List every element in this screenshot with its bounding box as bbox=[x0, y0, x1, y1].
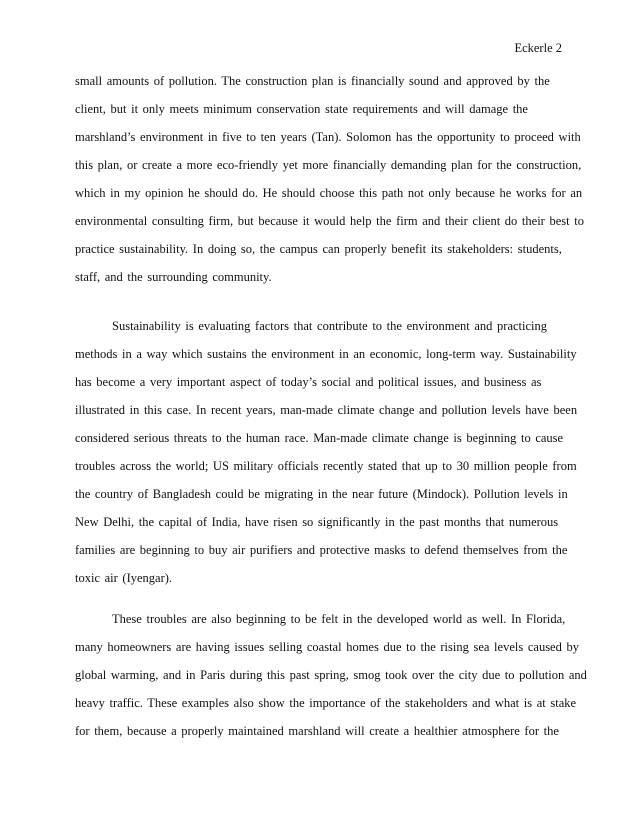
body-line: illustrated in this case. In recent years, man-made climate change and pollution levels have been bbox=[75, 403, 578, 417]
body-line: families are beginning to buy air purifiers and protective masks to defend themselves from the bbox=[75, 543, 568, 557]
body-line: toxic air (Iyengar). bbox=[75, 571, 173, 585]
body-line: troubles across the world; US military officials recently stated that up to 30 million people from bbox=[75, 459, 577, 473]
running-head: Eckerle 2 bbox=[514, 41, 562, 55]
body-line: the country of Bangladesh could be migrating in the near future (Mindock). Pollution levels in bbox=[75, 487, 568, 501]
body-line: many homeowners are having issues selling coastal homes due to the rising sea levels caused by bbox=[75, 640, 579, 654]
body-line: New Delhi, the capital of India, have risen so significantly in the past months that numerous bbox=[75, 515, 559, 529]
body-line: marshland’s environment in five to ten years (Tan). Solomon has the opportunity to proceed with bbox=[75, 130, 581, 144]
body-line: for them, because a properly maintained marshland will create a healthier atmosphere for the bbox=[75, 724, 559, 738]
body-line: heavy traffic. These examples also show the importance of the stakeholders and what is at stake bbox=[75, 696, 577, 710]
body-line: small amounts of pollution. The construction plan is financially sound and approved by the bbox=[75, 74, 550, 88]
body-line: which in my opinion he should do. He should choose this path not only because he works for an bbox=[75, 186, 583, 200]
body-line: client, but it only meets minimum conservation state requirements and will damage the bbox=[75, 102, 528, 116]
body-line: practice sustainability. In doing so, the campus can properly benefit its stakeholders: students, bbox=[75, 242, 562, 256]
paragraph-first-line: These troubles are also beginning to be felt in the developed world as well. In Florida, bbox=[112, 612, 566, 626]
body-line: global warming, and in Paris during this past spring, smog took over the city due to pollution and bbox=[75, 668, 587, 682]
body-line: methods in a way which sustains the environment in an economic, long-term way. Sustainability bbox=[75, 347, 577, 361]
paragraph-first-line: Sustainability is evaluating factors that contribute to the environment and practicing bbox=[112, 319, 548, 333]
body-line: has become a very important aspect of today’s social and political issues, and business as bbox=[75, 375, 542, 389]
body-line: staff, and the surrounding community. bbox=[75, 270, 272, 284]
body-line: environmental consulting firm, but because it would help the firm and their client do their best to bbox=[75, 214, 584, 228]
body-line: considered serious threats to the human race. Man-made climate change is beginning to cause bbox=[75, 431, 564, 445]
body-line: this plan, or create a more eco-friendly yet more financially demanding plan for the construction, bbox=[75, 158, 582, 172]
